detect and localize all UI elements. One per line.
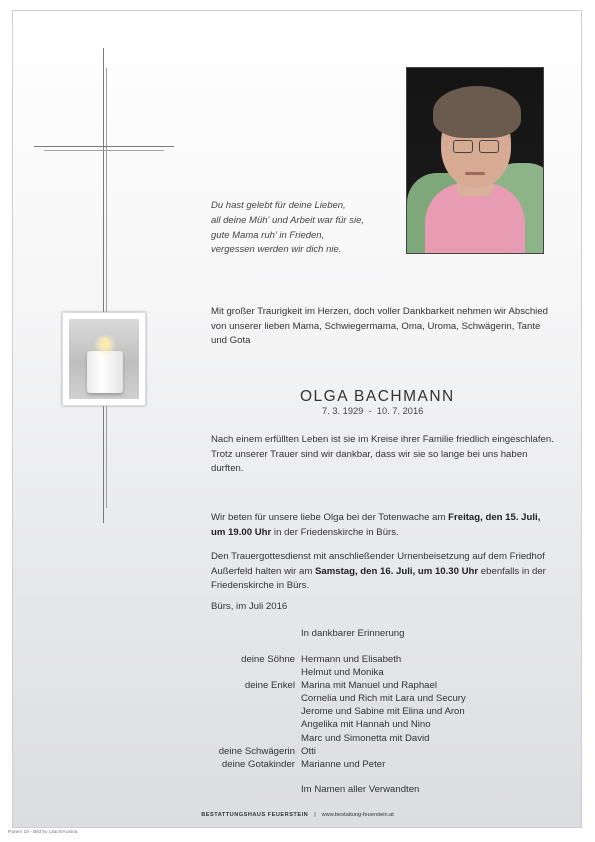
footer — [0, 812, 595, 818]
family-label — [140, 692, 301, 705]
cross-vertical-beam — [103, 48, 107, 523]
candle-image — [62, 312, 146, 406]
family-names: Angelika mit Hannah und Nino — [301, 719, 431, 731]
remembrance-line: In dankbarer Erinnerung — [301, 628, 405, 639]
funeral-text: Den Trauergottesdienst mit anschließender Urnenbeisetzung auf dem Friedhof Außerfeld halten wir am — [211, 551, 545, 577]
family-row — [140, 653, 466, 666]
family-label — [140, 705, 301, 718]
place-date: Bürs, im Juli 2016 — [211, 601, 288, 612]
family-names: Jerome und Sabine mit Elina und Aron — [301, 706, 465, 718]
life-dates: 7. 3. 1929 - 10. 7. 2016 — [322, 406, 424, 416]
family-names: Helmut und Monika — [301, 667, 384, 679]
family-names: Marc und Simonetta mit David — [301, 732, 430, 744]
deceased-name: OLGA BACHMANN — [300, 388, 455, 405]
family-names: Cornelia und Rich mit Lara und Secury — [301, 693, 466, 705]
funeral-home-url[interactable]: www.bestattung-feuerstein.at — [321, 812, 394, 818]
family-row — [140, 718, 466, 731]
family-label: deine Enkel — [244, 680, 295, 692]
family-label: deine Gotakinder — [221, 758, 295, 770]
paragraph-life: Nach einem erfüllten Leben ist sie im Kreise ihrer Familie friedlich eingeschlafen. Trotz unserer Trauer sind wir dankbar, dass wir sie so lange bei uns haben durften. — [211, 434, 554, 475]
poem-line: all deine Müh' und Arbeit war für sie, — [211, 214, 365, 226]
family-row — [140, 732, 466, 745]
poem-line: vergessen werden wir dich nie. — [211, 244, 342, 256]
family-label: deine Schwägerin — [218, 745, 295, 757]
family-names: Hermann und Elisabeth — [301, 654, 402, 665]
funeral-home-name: BESTATTUNGSHAUS FEUERSTEIN — [201, 812, 309, 818]
imprint-text: Parten 19 - Bild by Lilach/Austria — [8, 830, 78, 835]
family-label — [140, 666, 301, 679]
family-names: Otti — [301, 745, 316, 757]
wake-text: Wir beten für unsere liebe Olga bei der Totenwache am — [211, 512, 449, 523]
family-names: Marianne und Peter — [301, 758, 386, 770]
family-row — [140, 692, 466, 705]
wake-datetime: Freitag, den 15. Juli, um 19.00 Uhr — [211, 512, 541, 538]
family-row — [140, 666, 466, 679]
footer-separator: | — [314, 812, 316, 818]
memorial-poem — [211, 199, 411, 258]
portrait-photo — [406, 67, 544, 254]
cross-horizontal-beam — [34, 146, 174, 151]
paragraph-funeral — [211, 550, 556, 594]
funeral-location: ebenfalls in der Friedenskirche in Bürs. — [211, 565, 546, 592]
family-row — [140, 745, 466, 758]
paragraph-wake — [211, 511, 556, 540]
family-label — [140, 718, 301, 731]
family-row — [140, 705, 466, 718]
wake-location: in der Friedenskirche in Bürs. — [271, 526, 399, 538]
family-row — [140, 679, 466, 692]
family-label — [140, 732, 301, 745]
family-list — [140, 653, 466, 771]
intro-text: Mit großer Traurigkeit im Herzen, doch voller Dankbarkeit nehmen wir Abschied von unserer lieben Mama, Schwiegermama, Oma, Uroma, Schwägerin, Tante und Gota — [211, 306, 548, 347]
poem-line: Du hast gelebt für deine Lieben, — [211, 200, 346, 211]
closing-line: Im Namen aller Verwandten — [301, 784, 420, 795]
funeral-datetime: Samstag, den 16. Juli, um 10.30 Uhr — [314, 565, 479, 577]
family-label: deine Söhne — [241, 654, 295, 665]
poem-line: gute Mama ruh' in Frieden, — [211, 229, 325, 241]
family-row — [140, 758, 466, 771]
family-names: Marina mit Manuel und Raphael — [301, 680, 437, 692]
